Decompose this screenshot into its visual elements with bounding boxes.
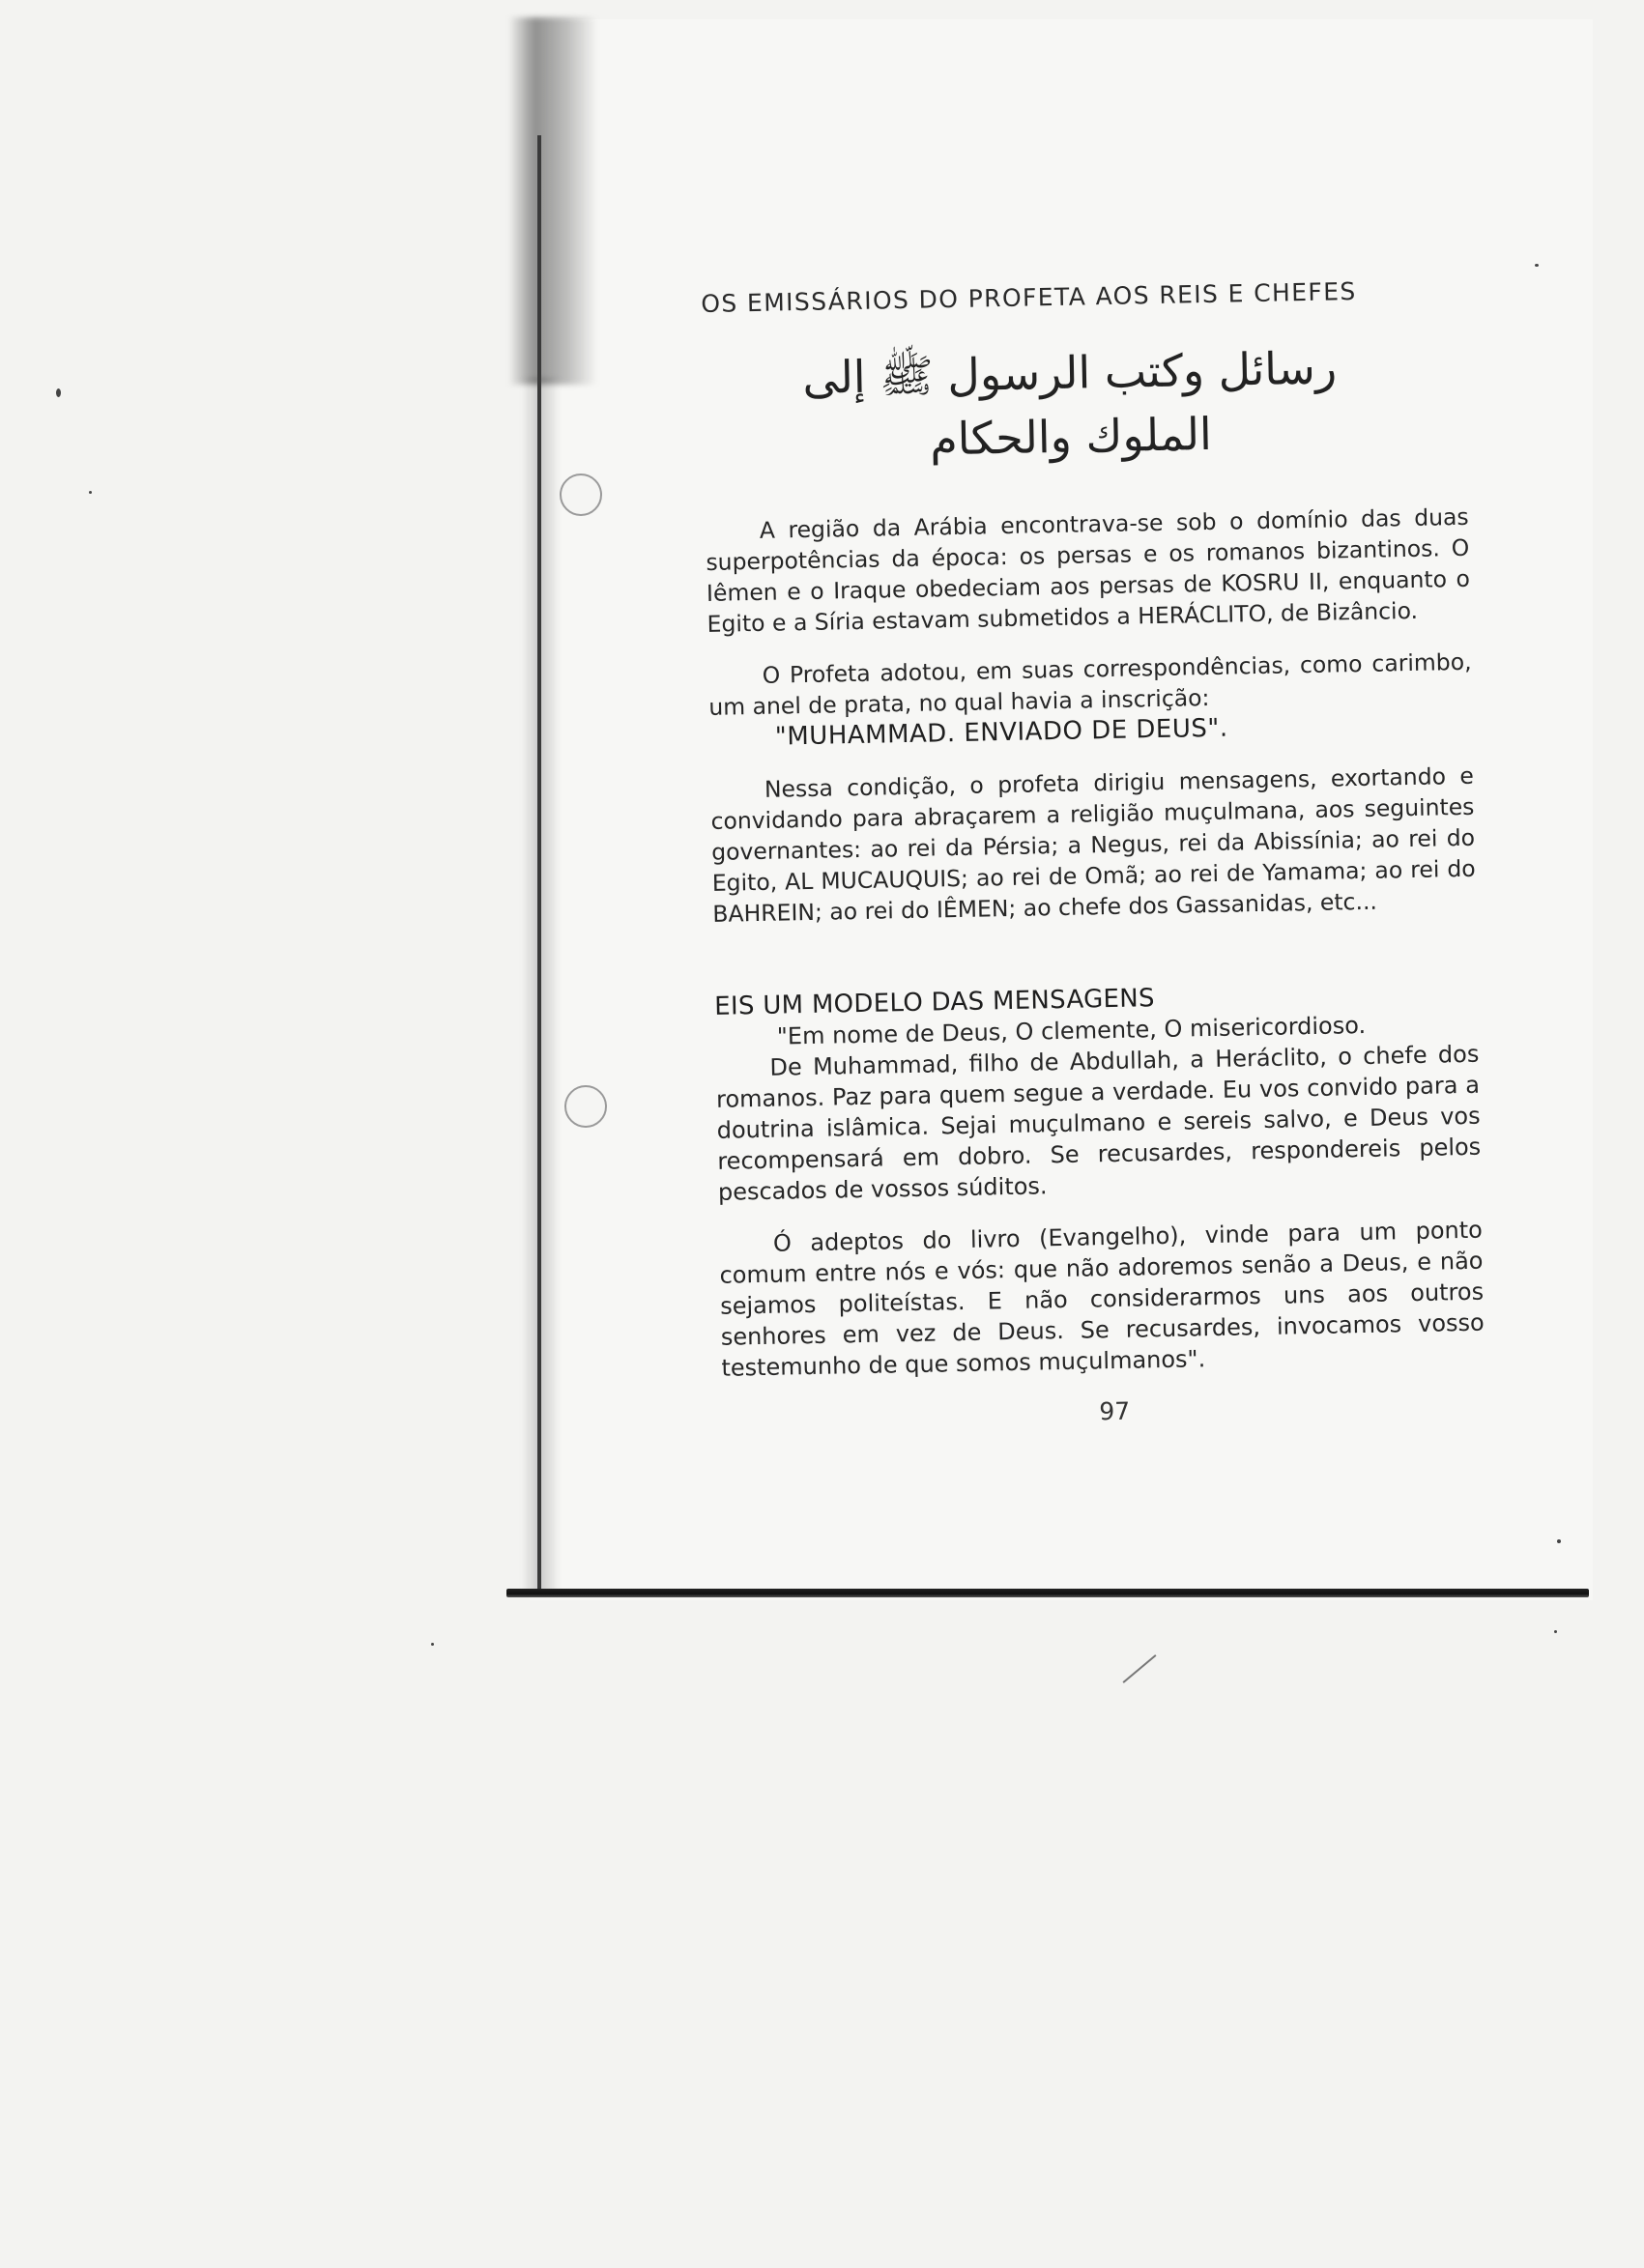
punch-hole-icon: [564, 1085, 607, 1128]
chapter-title: OS EMISSÁRIOS DO PROFETA AOS REIS E CHEFES: [701, 276, 1357, 318]
binding-shadow-lower: [522, 377, 561, 1594]
punch-hole-icon: [560, 474, 602, 516]
arabic-title: رسائل وكتب الرسول ﷺ إلى الملوك والحكام: [801, 341, 1338, 466]
binding-edge-line: [537, 135, 541, 1594]
page-bottom-edge: [506, 1589, 1589, 1597]
letter-body-2: Ó adeptos do livro (Evangelho), vinde para um ponto comum entre nós e vós: que não adoremos senão a Deus, e não sejamos politeístas. E não considerarmos uns aos outros senhores em vez de Deus. Se recusardes, invocamos vosso testemunho de que somos muçulmanos".: [719, 1216, 1485, 1382]
letter-opening: "Em nome de Deus, O clemente, O misericordioso.: [776, 1011, 1367, 1050]
paragraph-rulers: Nessa condição, o profeta dirigiu mensagens, exortando e convidando para abraçarem a religião muçulmana, aos seguintes governantes: ao rei da Pérsia; a Negus, rei da Abissínia; ao rei do Egito, AL MUCAUQUIS; ao rei de Omã; ao rei de Yamama; ao rei do BAHREIN; ao rei do IÊMEN; ao chefe dos Gassanidas, etc...: [710, 761, 1476, 928]
page-content: [701, 275, 1486, 1433]
dust-speck: [1557, 1539, 1561, 1543]
paragraph-arabia: A região da Arábia encontrava-se sob o domínio das duas superpotências da época: os persas e os romanos bizantinos. O Iêmen e o Iraque obedeciam aos persas de KOSRU II, enquanto o Egito e a Síria estavam submetidos a HERÁCLITO, de Bizâncio.: [706, 502, 1471, 638]
seal-inscription: "MUHAMMAD. ENVIADO DE DEUS".: [774, 713, 1228, 752]
section-heading: EIS UM MODELO DAS MENSAGENS: [713, 984, 1156, 1021]
dust-speck: [1535, 264, 1539, 267]
dust-speck: [431, 1643, 434, 1646]
letter-body-1: De Muhammad, filho de Abdullah, a Heráclito, o chefe dos romanos. Paz para quem segue a verdade. Eu vos convido para a doutrina islâmica. Sejai muçulmano e sereis salvo, e Deus vos recompensará em dobro. Se recusardes, respondereis pelos pescados de vossos súditos.: [715, 1040, 1482, 1206]
binding-shadow: [508, 17, 597, 385]
pen-stroke-mark: [1123, 1654, 1157, 1683]
dust-speck: [89, 491, 92, 494]
letter-model: [715, 1008, 1485, 1384]
dust-speck: [56, 388, 61, 397]
dust-speck: [1554, 1630, 1557, 1633]
paragraph-seal: O Profeta adotou, em suas correspondências, como carimbo, um anel de prata, no qual havia a inscrição:: [708, 647, 1472, 721]
page-number: 97: [1099, 1396, 1131, 1426]
